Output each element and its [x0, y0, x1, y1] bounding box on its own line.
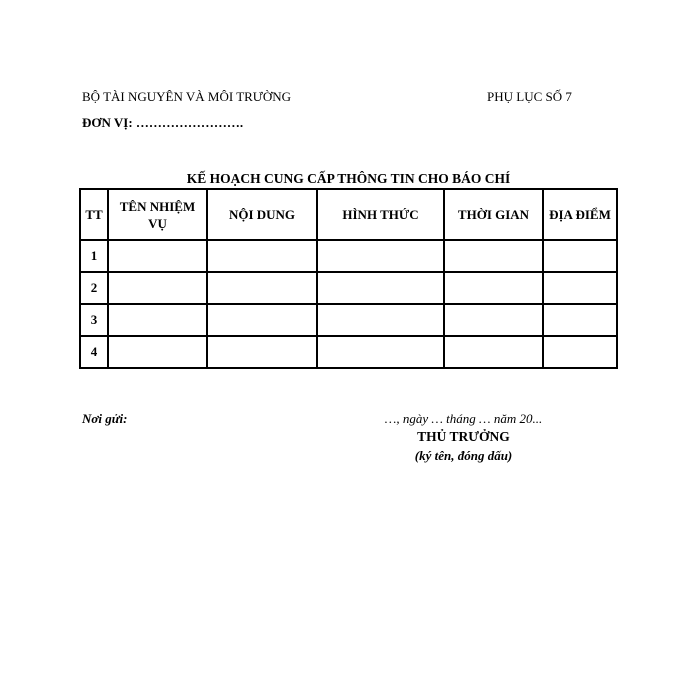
cell-content [207, 240, 317, 272]
unit-label: ĐƠN VỊ: ……………………. [82, 115, 244, 130]
cell-format [317, 272, 444, 304]
cell-location [543, 304, 617, 336]
recipients-label: Nơi gửi: [82, 411, 128, 426]
appendix-label: PHỤ LỤC SỐ 7 [487, 89, 572, 104]
column-header-tt: TT [80, 189, 108, 240]
cell-content [207, 272, 317, 304]
cell-format [317, 336, 444, 368]
cell-location [543, 272, 617, 304]
column-header-time: THỜI GIAN [444, 189, 543, 240]
row-number: 4 [80, 336, 108, 368]
column-header-location: ĐỊA ĐIỂM [543, 189, 617, 240]
table-row [80, 304, 617, 336]
row-number: 2 [80, 272, 108, 304]
document-title: KẾ HOẠCH CUNG CẤP THÔNG TIN CHO BÁO CHÍ [186, 171, 511, 186]
signer-title: THỦ TRƯỞNG [417, 429, 510, 444]
cell-task-name [108, 272, 207, 304]
task-name-header-text: TÊN NHIỆM VỤ [119, 198, 196, 231]
cell-task-name [108, 240, 207, 272]
cell-location [543, 336, 617, 368]
plan-table [79, 188, 618, 369]
table-row [80, 240, 617, 272]
table-header-row [80, 189, 617, 240]
cell-format [317, 304, 444, 336]
cell-location [543, 240, 617, 272]
cell-time [444, 240, 543, 272]
cell-time [444, 336, 543, 368]
cell-content [207, 304, 317, 336]
column-header-task-name [108, 189, 207, 240]
ministry-name: BỘ TÀI NGUYÊN VÀ MÔI TRƯỜNG [82, 89, 292, 104]
sign-note: (ký tên, đóng dấu) [414, 448, 513, 463]
column-header-content: NỘI DUNG [207, 189, 317, 240]
cell-content [207, 336, 317, 368]
table-row [80, 336, 617, 368]
cell-task-name [108, 304, 207, 336]
table-row [80, 272, 617, 304]
row-number: 1 [80, 240, 108, 272]
cell-time [444, 304, 543, 336]
cell-format [317, 240, 444, 272]
date-line: …, ngày … tháng … năm 20... [384, 411, 543, 426]
column-header-format: HÌNH THỨC [317, 189, 444, 240]
cell-time [444, 272, 543, 304]
row-number: 3 [80, 304, 108, 336]
cell-task-name [108, 336, 207, 368]
